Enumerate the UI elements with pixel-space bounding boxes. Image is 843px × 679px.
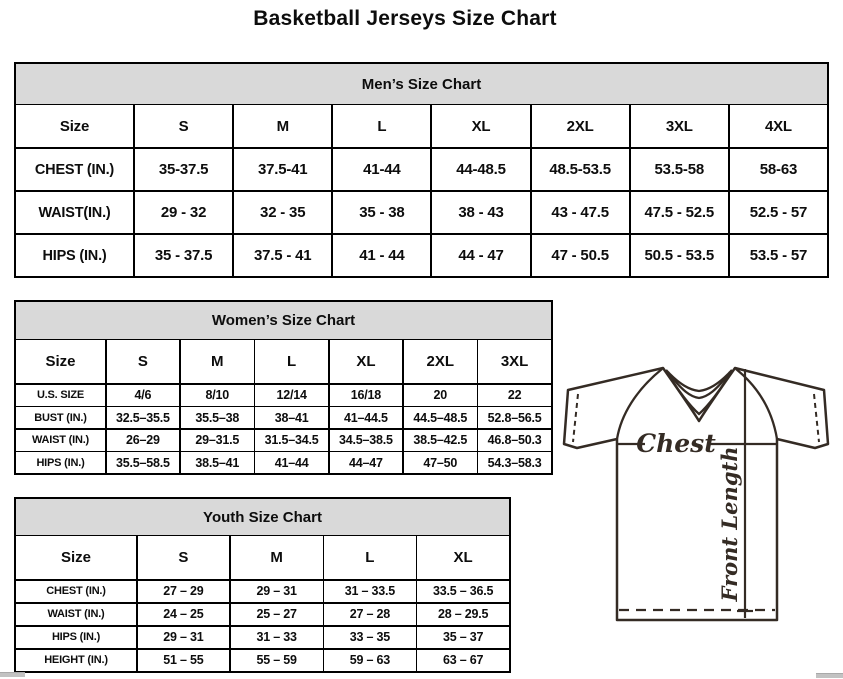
table-cell: 26–29	[107, 430, 180, 451]
table-cell: 41-44	[333, 149, 430, 190]
table-cell: 38.5–41	[181, 452, 254, 473]
womens-size-table	[14, 300, 553, 475]
row-label: WAIST (IN.)	[16, 604, 136, 626]
column-header: S	[135, 105, 232, 147]
table-cell: 44–47	[330, 452, 403, 473]
page-title: Basketball Jerseys Size Chart	[253, 7, 557, 30]
table-cell: 25 – 27	[231, 604, 323, 626]
column-header: XL	[330, 340, 403, 383]
table-cell: 35 – 37	[417, 627, 509, 649]
row-label: BUST (IN.)	[16, 407, 105, 428]
column-header: M	[181, 340, 254, 383]
jersey-outline	[564, 368, 828, 620]
table-cell: 29–31.5	[181, 430, 254, 451]
table-cell: 28 – 29.5	[417, 604, 509, 626]
front-length-label: Front Length	[717, 446, 742, 602]
table-cell: 53.5 - 57	[730, 235, 827, 276]
row-label: CHEST (IN.)	[16, 581, 136, 603]
mens-size-table	[14, 62, 829, 278]
youth-size-table	[14, 497, 511, 673]
row-label: WAIST(IN.)	[16, 192, 133, 233]
table-cell: 38.5–42.5	[404, 430, 477, 451]
table-cell: 41–44.5	[330, 407, 403, 428]
size-grid	[16, 340, 551, 473]
column-header: XL	[417, 536, 509, 579]
table-cell: 32.5–35.5	[107, 407, 180, 428]
jersey-measurement-diagram	[558, 360, 834, 628]
column-header: 3XL	[631, 105, 728, 147]
table-cell: 44 - 47	[432, 235, 529, 276]
column-header: 4XL	[730, 105, 827, 147]
horizontal-scrollbar-fragment-left[interactable]	[0, 672, 25, 677]
table-cell: 27 – 28	[324, 604, 416, 626]
row-label: HEIGHT (IN.)	[16, 650, 136, 672]
table-cell: 29 - 32	[135, 192, 232, 233]
size-grid	[16, 536, 509, 671]
table-cell: 63 – 67	[417, 650, 509, 672]
column-header: XL	[432, 105, 529, 147]
horizontal-scrollbar-fragment-right[interactable]	[816, 673, 843, 678]
column-header: L	[333, 105, 430, 147]
column-header: 3XL	[478, 340, 551, 383]
table-title: Men’s Size Chart	[16, 64, 827, 105]
table-cell: 12/14	[255, 385, 328, 406]
size-column-header: Size	[16, 340, 105, 383]
table-cell: 43 - 47.5	[532, 192, 629, 233]
table-cell: 38 - 43	[432, 192, 529, 233]
table-cell: 22	[478, 385, 551, 406]
table-cell: 54.3–58.3	[478, 452, 551, 473]
table-cell: 44-48.5	[432, 149, 529, 190]
column-header: M	[234, 105, 331, 147]
table-cell: 47.5 - 52.5	[631, 192, 728, 233]
table-cell: 29 – 31	[231, 581, 323, 603]
table-cell: 41–44	[255, 452, 328, 473]
column-header: 2XL	[532, 105, 629, 147]
table-cell: 46.8–50.3	[478, 430, 551, 451]
table-cell: 35-37.5	[135, 149, 232, 190]
table-cell: 59 – 63	[324, 650, 416, 672]
table-cell: 31.5–34.5	[255, 430, 328, 451]
table-cell: 51 – 55	[138, 650, 230, 672]
table-cell: 16/18	[330, 385, 403, 406]
row-label: HIPS (IN.)	[16, 235, 133, 276]
table-cell: 31 – 33.5	[324, 581, 416, 603]
size-grid	[16, 105, 827, 276]
table-cell: 47 - 50.5	[532, 235, 629, 276]
table-cell: 34.5–38.5	[330, 430, 403, 451]
row-label: CHEST (IN.)	[16, 149, 133, 190]
table-cell: 4/6	[107, 385, 180, 406]
size-column-header: Size	[16, 105, 133, 147]
row-label: WAIST (IN.)	[16, 430, 105, 451]
table-cell: 50.5 - 53.5	[631, 235, 728, 276]
table-cell: 29 – 31	[138, 627, 230, 649]
table-cell: 33 – 35	[324, 627, 416, 649]
column-header: 2XL	[404, 340, 477, 383]
table-title: Women’s Size Chart	[16, 302, 551, 340]
chest-label: Chest	[636, 429, 716, 458]
table-cell: 55 – 59	[231, 650, 323, 672]
table-cell: 35.5–58.5	[107, 452, 180, 473]
table-cell: 44.5–48.5	[404, 407, 477, 428]
row-label: U.S. SIZE	[16, 385, 105, 406]
table-cell: 8/10	[181, 385, 254, 406]
column-header: L	[255, 340, 328, 383]
table-cell: 35 - 37.5	[135, 235, 232, 276]
size-column-header: Size	[16, 536, 136, 579]
table-cell: 58-63	[730, 149, 827, 190]
table-title: Youth Size Chart	[16, 499, 509, 536]
table-cell: 32 - 35	[234, 192, 331, 233]
row-label: HIPS (IN.)	[16, 452, 105, 473]
table-cell: 33.5 – 36.5	[417, 581, 509, 603]
row-label: HIPS (IN.)	[16, 627, 136, 649]
column-header: M	[231, 536, 323, 579]
table-cell: 47–50	[404, 452, 477, 473]
table-cell: 48.5-53.5	[532, 149, 629, 190]
column-header: S	[107, 340, 180, 383]
table-cell: 37.5-41	[234, 149, 331, 190]
table-cell: 37.5 - 41	[234, 235, 331, 276]
table-cell: 38–41	[255, 407, 328, 428]
table-cell: 52.5 - 57	[730, 192, 827, 233]
table-cell: 35.5–38	[181, 407, 254, 428]
table-cell: 52.8–56.5	[478, 407, 551, 428]
table-cell: 24 – 25	[138, 604, 230, 626]
table-cell: 20	[404, 385, 477, 406]
table-cell: 53.5-58	[631, 149, 728, 190]
table-cell: 31 – 33	[231, 627, 323, 649]
column-header: S	[138, 536, 230, 579]
table-cell: 27 – 29	[138, 581, 230, 603]
column-header: L	[324, 536, 416, 579]
table-cell: 35 - 38	[333, 192, 430, 233]
table-cell: 41 - 44	[333, 235, 430, 276]
